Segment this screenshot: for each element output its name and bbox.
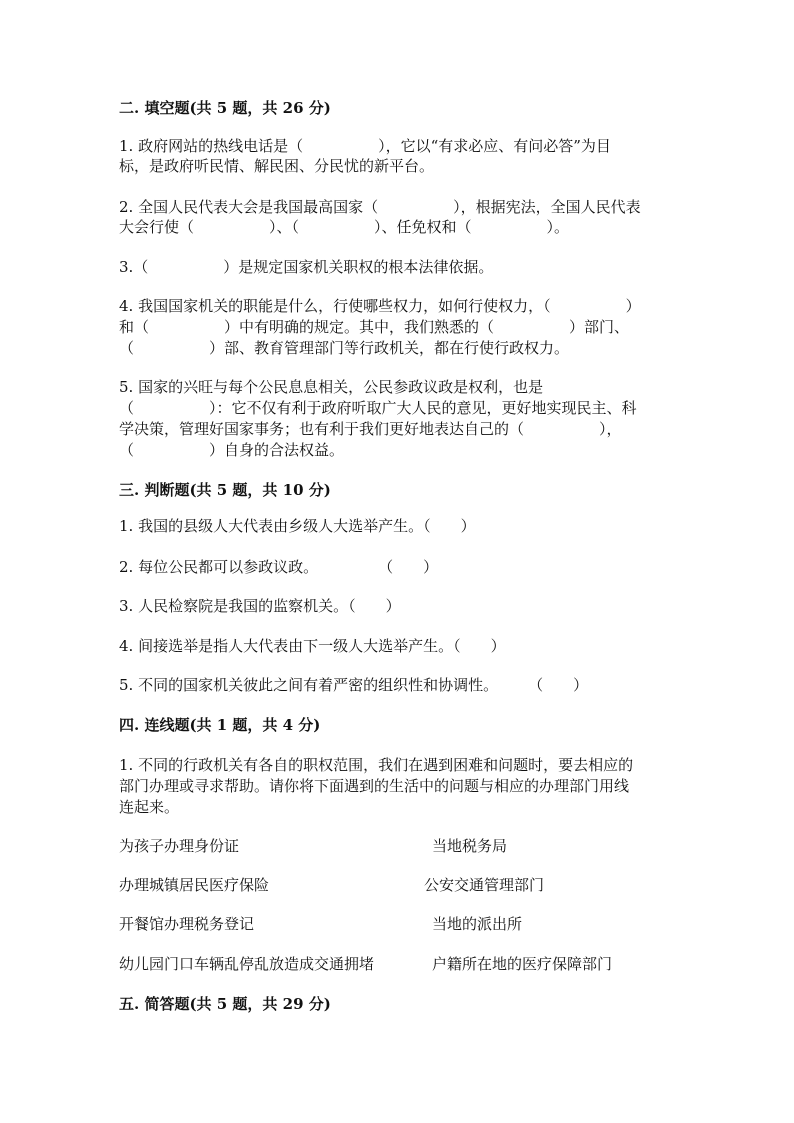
s4-q1-line2: 部门办理或寻求帮助。请你将下面遇到的生活中的问题与相应的办理部门用线 bbox=[119, 777, 630, 795]
s3-item-1: 1. 我国的县级人大代表由乡级人大选举产生。（ ） bbox=[119, 517, 476, 535]
s4-q1-line1: 1. 不同的行政机关有各自的职权范围，我们在遇到困难和问题时，要去相应的 bbox=[119, 756, 634, 774]
s3-item-3: 3. 人民检察院是我国的监察机关。（ ） bbox=[119, 597, 401, 615]
match-right-2: 公安交通管理部门 bbox=[424, 876, 545, 894]
section-5-title: 五. 简答题(共 5 题，共 29 分) bbox=[119, 995, 331, 1013]
s2-q4-line2: 和（ ）中有明确的规定。其中，我们熟悉的（ ）部门、 bbox=[119, 318, 630, 336]
s3-item-5: 5. 不同的国家机关彼此之间有着严密的组织性和协调性。 （ ） bbox=[119, 676, 589, 694]
s2-q5-line1: 5. 国家的兴旺与每个公民息息相关，公民参政议政是权利，也是 bbox=[119, 378, 544, 396]
match-right-3: 当地的派出所 bbox=[432, 915, 523, 933]
s2-q1-line2: 标，是政府听民情、解民困、分民忧的新平台。 bbox=[119, 157, 435, 175]
match-left-4: 幼儿园门口车辆乱停乱放造成交通拥堵 bbox=[119, 955, 375, 973]
s2-q4-line1: 4. 我国国家机关的职能是什么，行使哪些权力，如何行使权力，（ ） bbox=[119, 297, 641, 315]
match-left-1: 为孩子办理身份证 bbox=[119, 837, 240, 855]
section-2-title: 二. 填空题(共 5 题，共 26 分) bbox=[119, 99, 331, 117]
s2-q1-line1: 1. 政府网站的热线电话是（ ），它以“有求必应、有问必答”为目 bbox=[119, 137, 611, 155]
s2-q5-line4: （ ）自身的合法权益。 bbox=[119, 441, 345, 459]
s2-q5-line3: 学决策，管理好国家事务；也有利于我们更好地表达自己的（ ）， bbox=[119, 420, 622, 438]
s2-q5-line2: （ ）：它不仅有利于政府听取广大人民的意见，更好地实现民主、科 bbox=[119, 399, 637, 417]
section-4-title: 四. 连线题(共 1 题，共 4 分) bbox=[119, 716, 321, 734]
s2-q2-line2: 大会行使（ ）、（ ）、任免权和（ ）。 bbox=[119, 218, 570, 236]
s3-item-2: 2. 每位公民都可以参政议政。 （ ） bbox=[119, 558, 439, 576]
s2-q2-line1: 2. 全国人民代表大会是我国最高国家（ ），根据宪法，全国人民代表 bbox=[119, 198, 641, 216]
section-3-title: 三. 判断题(共 5 题，共 10 分) bbox=[119, 481, 331, 499]
s2-q3-line1: 3.（ ）是规定国家机关职权的根本法律依据。 bbox=[119, 258, 494, 276]
match-right-1: 当地税务局 bbox=[432, 837, 508, 855]
s3-item-4: 4. 间接选举是指人大代表由下一级人大选举产生。（ ） bbox=[119, 637, 506, 655]
s2-q4-line3: （ ）部、教育管理部门等行政机关，都在行使行政权力。 bbox=[119, 339, 570, 357]
s4-q1-line3: 连起来。 bbox=[119, 798, 180, 816]
match-right-4: 户籍所在地的医疗保障部门 bbox=[432, 955, 613, 973]
match-left-2: 办理城镇居民医疗保险 bbox=[119, 876, 270, 894]
match-left-3: 开餐馆办理税务登记 bbox=[119, 915, 255, 933]
